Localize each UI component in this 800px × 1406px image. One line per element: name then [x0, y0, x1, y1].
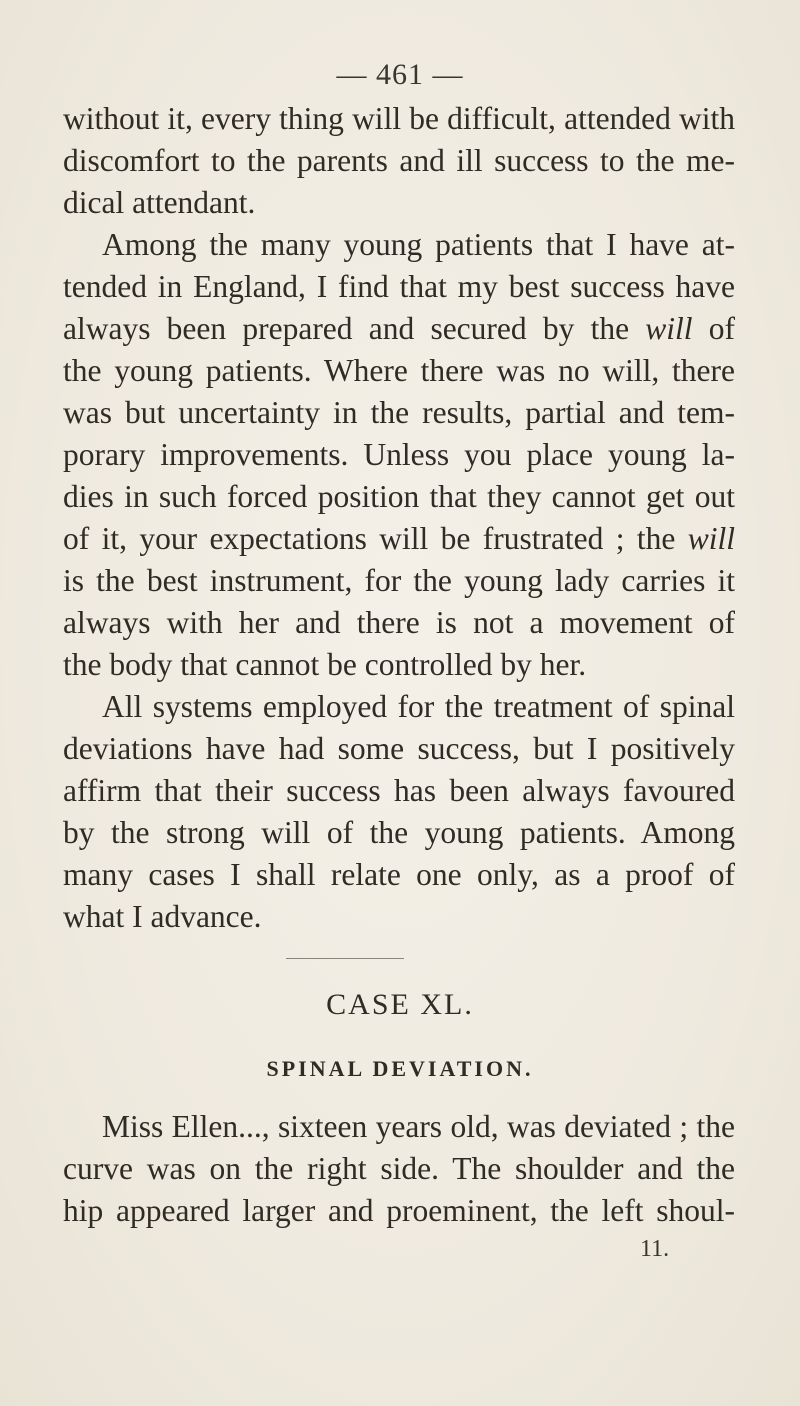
text-line: discomfort to the parents and ill success to the me-: [63, 143, 735, 178]
italic-word: will: [687, 521, 736, 556]
text-line: tended in England, I find that my best success have: [63, 269, 735, 304]
text-line: porary improvements. Unless you place young la-: [63, 437, 735, 472]
text-line: [63, 308, 735, 350]
case-subtitle: SPINAL DEVIATION.: [266, 1056, 534, 1081]
text-segment: of: [708, 311, 736, 346]
signature-mark: 11.: [640, 1236, 670, 1262]
text-line: curve was on the right side. The shoulder and the: [63, 1151, 735, 1186]
text-line: All systems employed for the treatment of spinal: [102, 689, 735, 724]
page-number: — 461 —: [336, 58, 464, 91]
text-line: is the best instrument, for the young lady carries it: [63, 563, 735, 598]
text-line: dies in such forced position that they cannot get out: [63, 479, 735, 514]
section-divider: [286, 958, 404, 959]
case-title: CASE XL.: [326, 988, 474, 1021]
text-line: the body that cannot be controlled by her.: [63, 647, 587, 682]
text-line: without it, every thing will be difficult, attended with: [63, 101, 735, 136]
text-line: by the strong will of the young patients. Among: [63, 815, 735, 850]
text-segment: of it, your expectations will be frustrated ; the: [63, 521, 676, 556]
text-line: [63, 518, 735, 560]
text-line: deviations have had some success, but I positively: [63, 731, 735, 766]
text-line: affirm that their success has been always favoured: [63, 773, 735, 808]
text-line: hip appeared larger and proeminent, the left shoul-: [63, 1193, 735, 1228]
text-line: was but uncertainty in the results, partial and tem-: [63, 395, 735, 430]
text-line: many cases I shall relate one only, as a proof of: [63, 857, 735, 892]
text-line: Miss Ellen..., sixteen years old, was deviated ; the: [102, 1109, 735, 1144]
text-line: dical attendant.: [63, 185, 256, 220]
text-line: what I advance.: [63, 899, 262, 934]
text-line: the young patients. Where there was no will, there: [63, 353, 735, 388]
text-line: always with her and there is not a movement of: [63, 605, 735, 640]
italic-word: will: [645, 311, 693, 346]
text-segment: always been prepared and secured by the: [63, 311, 630, 346]
text-line: Among the many young patients that I have at-: [102, 227, 735, 262]
